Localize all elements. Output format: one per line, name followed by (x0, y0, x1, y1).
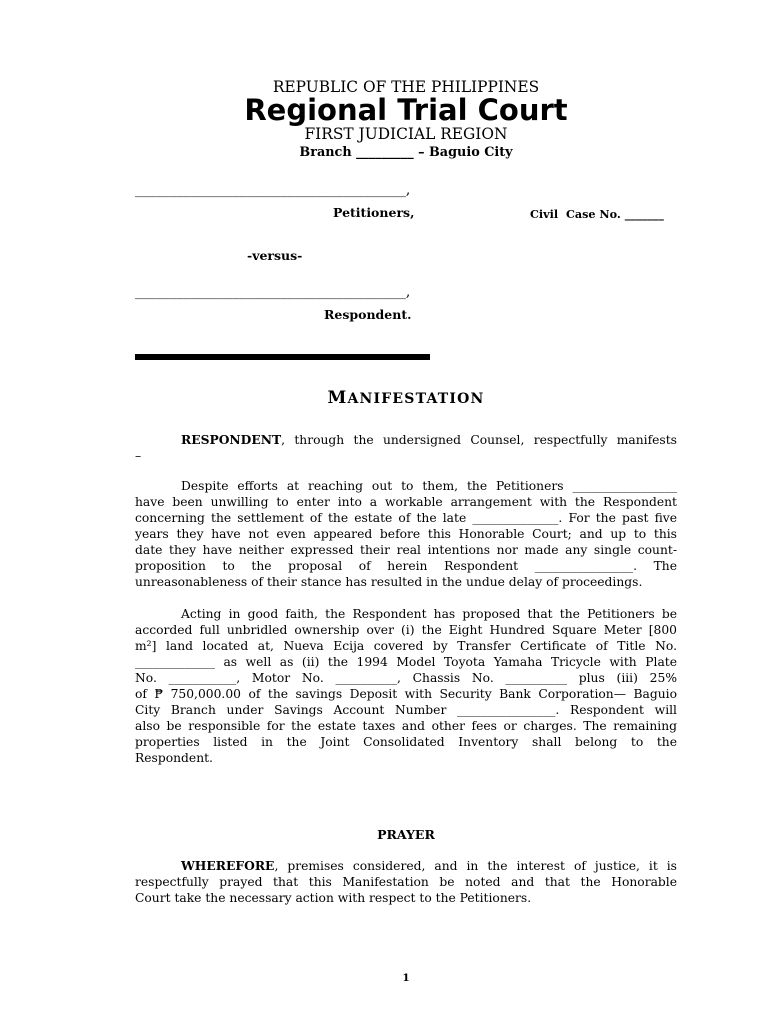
intro-line-1 (135, 432, 677, 448)
paragraph-2-line-8: also be responsible for the estate taxes and other fees or charges. The remaining (135, 719, 677, 733)
paragraph-2-line-4: _____________ as well as (ii) the 1994 Model Toyota Yamaha Tricycle with Plate (135, 655, 677, 669)
paragraph-2-line-2: accorded full unbridled ownership over (i) the Eight Hundred Square Meter [800 (135, 623, 677, 637)
paragraph-2-line-6: of ₱ 750,000.00 of the savings Deposit with Security Bank Corporation— Baguio (135, 687, 677, 701)
paragraph-1-line-5: date they have neither expressed their real intentions nor made any single count- (135, 543, 677, 557)
prayer-line-3: Court take the necessary action with respect to the Petitioners. (135, 891, 532, 905)
prayer-line-2: respectfully prayed that this Manifestation be noted and that the Honorable (135, 875, 677, 889)
paragraph-1-line-1: Despite efforts at reaching out to them, the Petitioners _________________ (181, 479, 677, 493)
prayer-line-1-text: , premises considered, and in the interest of justice, it is (274, 859, 677, 873)
respondent-label: Respondent. (324, 307, 412, 322)
paragraph-2-line-7: City Branch under Savings Account Number ________________. Respondent will (135, 703, 677, 717)
caption-separator-bar (135, 354, 430, 360)
court-name: Regional Trial Court (244, 93, 568, 127)
document-title: MANIFESTATION (327, 388, 485, 408)
paragraph-2-line-9: properties listed in the Joint Consolidated Inventory shall belong to the (135, 735, 677, 749)
paragraph-2 (135, 606, 677, 766)
paragraph-2-line-1: Acting in good faith, the Respondent has proposed that the Petitioners be (181, 607, 677, 621)
paragraph-1-line-4: years they have not even appeared before this Honorable Court; and up to this (135, 527, 677, 541)
prayer-paragraph (135, 858, 677, 906)
respondent-name-blank: _______________________________________, (135, 284, 411, 300)
prayer-lead-word: WHEREFORE (181, 858, 275, 873)
prayer-line-1 (135, 858, 677, 874)
paragraph-1-line-7: unreasonableness of their stance has resulted in the undue delay of proceedings. (135, 575, 643, 589)
intro-paragraph (135, 432, 677, 464)
paragraph-1-line-6: proposition to the proposal of herein Respondent ________________. The (135, 559, 677, 573)
page-number: 1 (402, 972, 410, 984)
petitioner-name-blank: _______________________________________, (135, 182, 411, 198)
paragraph-1-line-2: have been unwilling to enter into a workable arrangement with the Respondent (135, 495, 677, 509)
paragraph-2-line-10: Respondent. (135, 751, 213, 765)
republic-heading: REPUBLIC OF THE PHILIPPINES (272, 78, 540, 96)
intro-lead-word: RESPONDENT (181, 432, 282, 447)
paragraph-1 (135, 478, 677, 590)
judicial-region: FIRST JUDICIAL REGION (304, 125, 508, 143)
paragraph-1-line-3: concerning the settlement of the estate of the late ______________. For the past five (135, 511, 677, 525)
paragraph-2-line-5: No. ___________, Motor No. __________, Chassis No. __________ plus (iii) 25% (135, 671, 677, 685)
versus-label: -versus- (247, 248, 303, 263)
branch-line: Branch _________ – Baguio City (299, 145, 513, 160)
intro-line-2: – (135, 449, 142, 463)
prayer-heading: PRAYER (377, 827, 435, 842)
paragraph-2-line-3: m²] land located at, Nueva Ecija covered by Transfer Certificate of Title No. (135, 639, 677, 653)
civil-case-number: Civil Case No. _______ (530, 207, 664, 221)
intro-line-1-text: , through the undersigned Counsel, respectfully manifests (281, 433, 677, 447)
petitioners-label: Petitioners, (333, 205, 415, 220)
